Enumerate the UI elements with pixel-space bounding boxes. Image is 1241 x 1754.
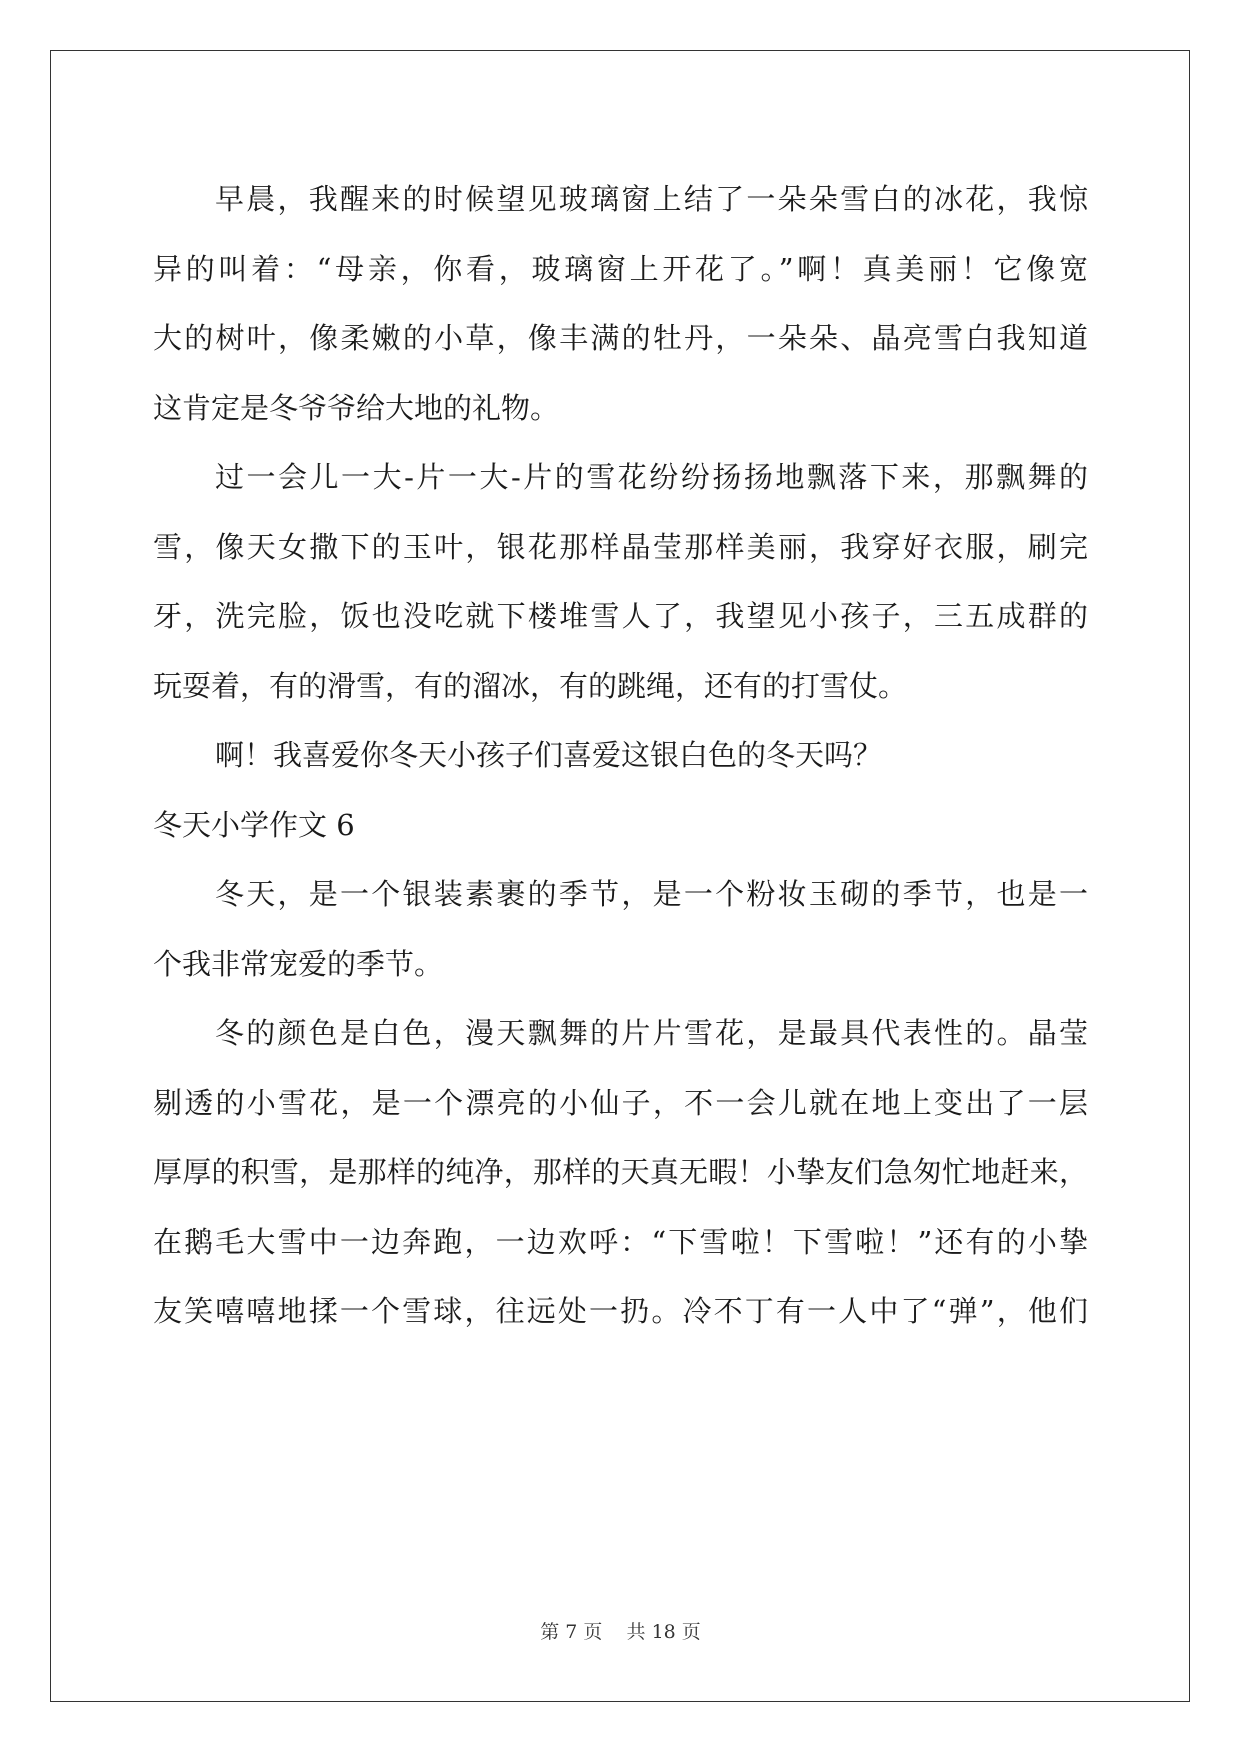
paragraph-4-line-2: 个我非常宠爱的季节。 [153,946,444,981]
paragraph-5-line-2: 剔透的小雪花，是一个漂亮的小仙子，不一会儿就在地上变出了一层 [153,1085,1088,1120]
paragraph-5-line-4: 在鹅毛大雪中一边奔跑，一边欢呼：“下雪啦！下雪啦！”还有的小挚 [153,1224,1088,1259]
paragraph-5-line-5: 友笑嘻嘻地揉一个雪球，往远处一扔。冷不丁有一人中了“弹”，他们 [153,1294,1088,1328]
paragraph-2-line-4: 玩耍着，有的滑雪，有的溜冰，有的跳绳，还有的打雪仗。 [153,668,908,703]
paragraph-2-line-1: 过一会儿一大-片一大-片的雪花纷纷扬扬地飘落下来，那飘舞的 [215,460,1088,494]
paragraph-1-line-2: 异的叫着：“母亲，你看，玻璃窗上开花了。”啊！真美丽！它像宽 [153,251,1088,286]
paragraph-1-line-1: 早晨，我醒来的时候望见玻璃窗上结了一朵朵雪白的冰花，我惊 [215,182,1088,216]
paragraph-2-line-2: 雪，像天女撒下的玉叶，银花那样晶莹那样美丽，我穿好衣服，刷完 [153,529,1088,564]
paragraph-5-line-3: 厚厚的积雪，是那样的纯净，那样的天真无暇！小挚友们急匆忙地赶来， [153,1155,1088,1189]
page-footer [0,1617,1241,1644]
document-body [153,165,1088,1347]
paragraph-2-line-3: 牙，洗完脸，饭也没吃就下楼堆雪人了，我望见小孩子，三五成群的 [153,599,1088,633]
section-heading: 冬天小学作文 6 [153,807,355,842]
paragraph-1-line-3: 大的树叶，像柔嫩的小草，像丰满的牡丹，一朵朵、晶亮雪白我知道 [153,321,1088,355]
paragraph-5-line-1: 冬的颜色是白色，漫天飘舞的片片雪花，是最具代表性的。晶莹 [215,1016,1088,1050]
paragraph-3-line-1: 啊！我喜爱你冬天小孩子们喜爱这银白色的冬天吗？ [215,738,883,772]
paragraph-1-line-4: 这肯定是冬爷爷给大地的礼物。 [153,390,560,425]
paragraph-4-line-1: 冬天，是一个银装素裹的季节，是一个粉妆玉砌的季节，也是一 [215,877,1088,911]
page-number-label: 第 7 页 共 18 页 [540,1621,701,1643]
